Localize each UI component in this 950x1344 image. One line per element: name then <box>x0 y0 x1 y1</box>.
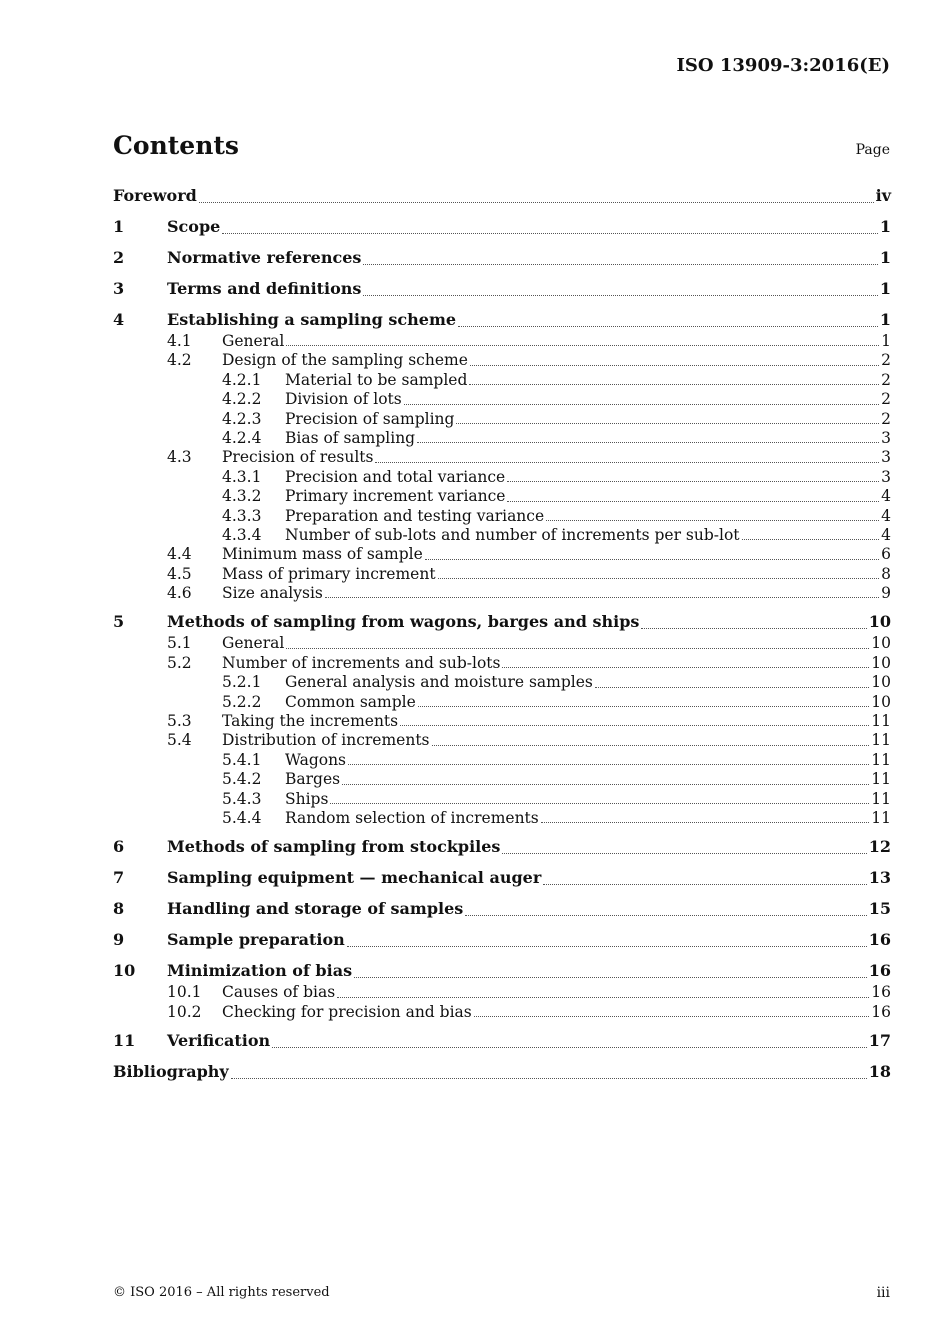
toc-entry-title: Causes of bias <box>222 983 336 1002</box>
toc-entry-page: 1 <box>879 310 891 329</box>
toc-entry-number: 4.2 <box>167 351 192 370</box>
toc-leader-dots <box>325 597 879 598</box>
toc-entry-number: 4.5 <box>167 564 192 583</box>
toc-entry-number: 6 <box>113 837 125 857</box>
toc-entry-number: 4.3.2 <box>222 487 262 506</box>
toc-leader-dots <box>199 202 874 203</box>
toc-entry[interactable] <box>113 545 891 564</box>
toc-leader-dots <box>507 481 879 482</box>
toc-entry-title: Sampling equipment — mechanical auger <box>167 868 542 888</box>
toc-entry[interactable] <box>113 565 891 584</box>
toc-entry-page: 1 <box>879 217 891 236</box>
toc-leader-dots <box>342 784 869 785</box>
toc-entry[interactable] <box>113 186 891 208</box>
toc-entry-number: 5.4 <box>167 731 192 750</box>
toc-entry-title: Distribution of increments <box>222 731 430 750</box>
toc-entry-page: 10 <box>868 612 891 632</box>
toc-entry[interactable] <box>113 751 891 770</box>
toc-leader-dots <box>641 628 866 629</box>
toc-entry-title: Normative references <box>167 248 362 267</box>
toc-entry-number: 4.3.4 <box>222 525 262 544</box>
toc-entry-title: Methods of sampling from stockpiles <box>167 837 501 857</box>
toc-leader-dots <box>363 295 877 296</box>
toc-entry-title: Handling and storage of samples <box>167 899 464 919</box>
toc-entry-page: 11 <box>871 770 891 789</box>
toc-entry-page: 11 <box>871 731 891 750</box>
toc-entry-page: 11 <box>871 808 891 827</box>
toc-entry-number: 4.2.3 <box>222 409 262 428</box>
toc-leader-dots <box>330 803 869 804</box>
toc-leader-dots <box>404 404 879 405</box>
toc-leader-dots <box>470 365 879 366</box>
toc-entry[interactable] <box>113 390 891 409</box>
toc-entry-page: 12 <box>868 837 891 857</box>
toc-leader-dots <box>742 539 880 540</box>
toc-entry-title: Material to be sampled <box>285 370 468 389</box>
toc-leader-dots <box>465 915 866 916</box>
toc-leader-dots <box>456 423 879 424</box>
toc-entry[interactable] <box>113 468 891 487</box>
toc-entry-title: Scope <box>167 217 221 236</box>
toc-leader-dots <box>469 384 879 385</box>
toc-entry-page: 3 <box>881 467 891 486</box>
toc-entry-title: Precision of results <box>222 448 374 467</box>
toc-entry[interactable] <box>113 310 891 332</box>
table-of-contents <box>113 186 891 1084</box>
toc-entry-number: 10 <box>113 961 136 981</box>
toc-entry-number: 4.3 <box>167 448 192 467</box>
toc-leader-dots <box>272 1047 867 1048</box>
toc-entry-page: 11 <box>871 712 891 731</box>
toc-entry-number: 4.2.4 <box>222 428 262 447</box>
toc-leader-dots <box>348 764 869 765</box>
toc-entry[interactable] <box>113 507 891 526</box>
toc-entry-title: Ships <box>285 789 329 808</box>
toc-entry[interactable] <box>113 248 891 270</box>
copyright-notice: © ISO 2016 – All rights reserved <box>113 1285 330 1300</box>
toc-entry[interactable] <box>113 217 891 239</box>
toc-entry-title: Terms and definitions <box>167 279 362 298</box>
toc-entry-page: 18 <box>868 1062 891 1082</box>
toc-entry-page: 15 <box>868 899 891 919</box>
toc-leader-dots <box>543 884 866 885</box>
toc-entry[interactable] <box>113 809 891 828</box>
toc-entry[interactable] <box>113 961 891 983</box>
toc-entry-page: 4 <box>881 525 891 544</box>
toc-entry-number: 4.3.3 <box>222 506 262 525</box>
toc-entry[interactable] <box>113 899 891 921</box>
toc-entry[interactable] <box>113 930 891 952</box>
toc-leader-dots <box>417 442 879 443</box>
toc-entry-title: Precision of sampling <box>285 409 455 428</box>
toc-entry-title: General analysis and moisture samples <box>285 673 593 692</box>
toc-entry-page: 2 <box>881 370 891 389</box>
toc-entry-page: 2 <box>881 351 891 370</box>
toc-entry-number: 5 <box>113 612 125 632</box>
toc-leader-dots <box>286 648 869 649</box>
toc-entry[interactable] <box>113 634 891 653</box>
toc-leader-dots <box>231 1078 867 1079</box>
toc-entry-page: 4 <box>881 506 891 525</box>
toc-entry-title: Random selection of increments <box>285 808 539 827</box>
toc-entry-number: 5.4.2 <box>222 770 262 789</box>
toc-entry-title: Bibliography <box>113 1062 229 1082</box>
toc-entry-number: 5.4.4 <box>222 808 262 827</box>
toc-entry-page: 13 <box>868 868 891 888</box>
toc-entry-page: 8 <box>881 564 891 583</box>
toc-entry-number: 8 <box>113 899 125 919</box>
toc-leader-dots <box>595 687 869 688</box>
toc-entry[interactable] <box>113 654 891 673</box>
toc-entry-title: Establishing a sampling scheme <box>167 310 457 329</box>
toc-entry-title: Primary increment variance <box>285 487 506 506</box>
toc-entry-number: 4 <box>113 310 125 329</box>
toc-entry-page: 11 <box>871 789 891 808</box>
toc-leader-dots <box>418 706 869 707</box>
toc-leader-dots <box>354 977 867 978</box>
toc-entry-number: 4.4 <box>167 545 192 564</box>
page-column-label: Page <box>855 142 890 158</box>
toc-leader-dots <box>375 462 879 463</box>
toc-leader-dots <box>337 997 869 998</box>
page-title: Contents <box>113 131 240 160</box>
toc-entry-page: 16 <box>871 983 891 1002</box>
page-number: iii <box>876 1285 890 1301</box>
toc-leader-dots <box>432 745 870 746</box>
toc-entry[interactable] <box>113 584 891 603</box>
toc-entry[interactable] <box>113 429 891 448</box>
toc-entry-page: 4 <box>881 487 891 506</box>
toc-entry-number: 4.3.1 <box>222 467 262 486</box>
toc-entry[interactable] <box>113 1062 891 1084</box>
toc-entry-page: 1 <box>879 279 891 298</box>
toc-entry[interactable] <box>113 351 891 370</box>
toc-leader-dots <box>502 667 869 668</box>
toc-entry-number: 4.6 <box>167 584 192 603</box>
toc-leader-dots <box>438 578 880 579</box>
toc-entry[interactable] <box>113 487 891 506</box>
toc-entry-number: 1 <box>113 217 125 236</box>
toc-entry-page: 16 <box>868 961 891 981</box>
toc-entry-page: 6 <box>881 545 891 564</box>
toc-entry-number: 9 <box>113 930 125 950</box>
toc-entry-page: 16 <box>871 1002 891 1021</box>
toc-leader-dots <box>347 946 867 947</box>
toc-leader-dots <box>541 822 870 823</box>
toc-entry-page: 1 <box>879 248 891 267</box>
toc-entry-page: 1 <box>881 332 891 350</box>
toc-entry-number: 10.1 <box>167 983 202 1002</box>
toc-entry[interactable] <box>113 673 891 692</box>
toc-entry-title: Barges <box>285 770 341 789</box>
toc-entry[interactable] <box>113 868 891 890</box>
toc-leader-dots <box>507 501 879 502</box>
toc-entry-number: 5.4.3 <box>222 789 262 808</box>
toc-entry-number: 4.1 <box>167 332 192 350</box>
toc-entry-title: Preparation and testing variance <box>285 506 545 525</box>
toc-leader-dots <box>286 345 879 346</box>
toc-entry-number: 10.2 <box>167 1002 202 1021</box>
toc-entry-number: 5.2.2 <box>222 692 262 711</box>
toc-entry-page: 11 <box>871 750 891 769</box>
toc-leader-dots <box>363 264 877 265</box>
toc-entry-title: Checking for precision and bias <box>222 1002 472 1021</box>
toc-entry-page: 2 <box>881 390 891 409</box>
toc-leader-dots <box>474 1016 870 1017</box>
toc-leader-dots <box>425 559 879 560</box>
toc-entry-page: 9 <box>881 584 891 603</box>
toc-entry-number: 5.3 <box>167 712 192 731</box>
toc-entry-number: 2 <box>113 248 125 267</box>
toc-entry-title: Precision and total variance <box>285 467 506 486</box>
toc-entry-title: Bias of sampling <box>285 428 416 447</box>
toc-entry[interactable] <box>113 1003 891 1022</box>
toc-entry[interactable] <box>113 410 891 429</box>
toc-entry-number: 5.2 <box>167 653 192 672</box>
toc-entry-page: 3 <box>881 448 891 467</box>
toc-entry[interactable] <box>113 371 891 390</box>
toc-entry[interactable] <box>113 612 891 634</box>
toc-entry-title: Size analysis <box>222 584 323 603</box>
toc-entry-number: 4.2.2 <box>222 390 262 409</box>
toc-entry-title: Methods of sampling from wagons, barges and ships <box>167 612 640 632</box>
toc-entry-title: Design of the sampling scheme <box>222 351 468 370</box>
toc-entry-title: Wagons <box>285 750 347 769</box>
toc-entry-title: Minimization of bias <box>167 961 353 981</box>
toc-entry[interactable] <box>113 526 891 545</box>
toc-leader-dots <box>222 233 878 234</box>
toc-entry-title: General <box>222 634 285 653</box>
toc-leader-dots <box>546 520 879 521</box>
toc-entry[interactable] <box>113 1031 891 1053</box>
toc-entry-title: Mass of primary increment <box>222 564 436 583</box>
toc-entry-title: Minimum mass of sample <box>222 545 423 564</box>
toc-entry-title: Taking the increments <box>222 712 399 731</box>
toc-entry-page: 17 <box>868 1031 891 1051</box>
toc-entry[interactable] <box>113 731 891 750</box>
toc-entry[interactable] <box>113 279 891 301</box>
toc-entry[interactable] <box>113 837 891 859</box>
toc-entry[interactable] <box>113 448 891 467</box>
toc-entry-number: 5.1 <box>167 634 192 653</box>
toc-entry-page: 3 <box>881 428 891 447</box>
toc-entry-page: 10 <box>871 634 891 653</box>
toc-entry-title: Common sample <box>285 692 416 711</box>
toc-entry-number: 7 <box>113 868 125 888</box>
toc-entry[interactable] <box>113 790 891 809</box>
toc-entry-number: 3 <box>113 279 125 298</box>
toc-entry-number: 5.2.1 <box>222 673 262 692</box>
toc-entry-title: Number of increments and sub-lots <box>222 653 501 672</box>
toc-entry-page: 2 <box>881 409 891 428</box>
toc-entry-page: 16 <box>868 930 891 950</box>
toc-entry-page: 10 <box>871 692 891 711</box>
toc-entry[interactable] <box>113 693 891 712</box>
toc-entry[interactable] <box>113 983 891 1002</box>
toc-entry-title: General <box>222 332 285 350</box>
toc-entry[interactable] <box>113 332 891 351</box>
toc-entry[interactable] <box>113 770 891 789</box>
toc-entry-title: Number of sub-lots and number of increments per sub-lot <box>285 525 740 544</box>
toc-entry-number: 5.4.1 <box>222 750 262 769</box>
toc-entry-title: Division of lots <box>285 390 402 409</box>
toc-entry-title: Sample preparation <box>167 930 345 950</box>
document-id: ISO 13909-3:2016(E) <box>676 55 890 76</box>
toc-entry-page: 10 <box>871 653 891 672</box>
toc-entry-number: 4.2.1 <box>222 370 262 389</box>
toc-leader-dots <box>458 326 878 327</box>
toc-leader-dots <box>502 853 866 854</box>
toc-entry[interactable] <box>113 712 891 731</box>
toc-entry-page: 10 <box>871 673 891 692</box>
toc-entry-page: iv <box>875 186 891 205</box>
toc-entry-number: 11 <box>113 1031 136 1051</box>
toc-entry-title: Verification <box>167 1031 271 1051</box>
toc-leader-dots <box>400 725 869 726</box>
toc-entry-title: Foreword <box>113 186 197 205</box>
